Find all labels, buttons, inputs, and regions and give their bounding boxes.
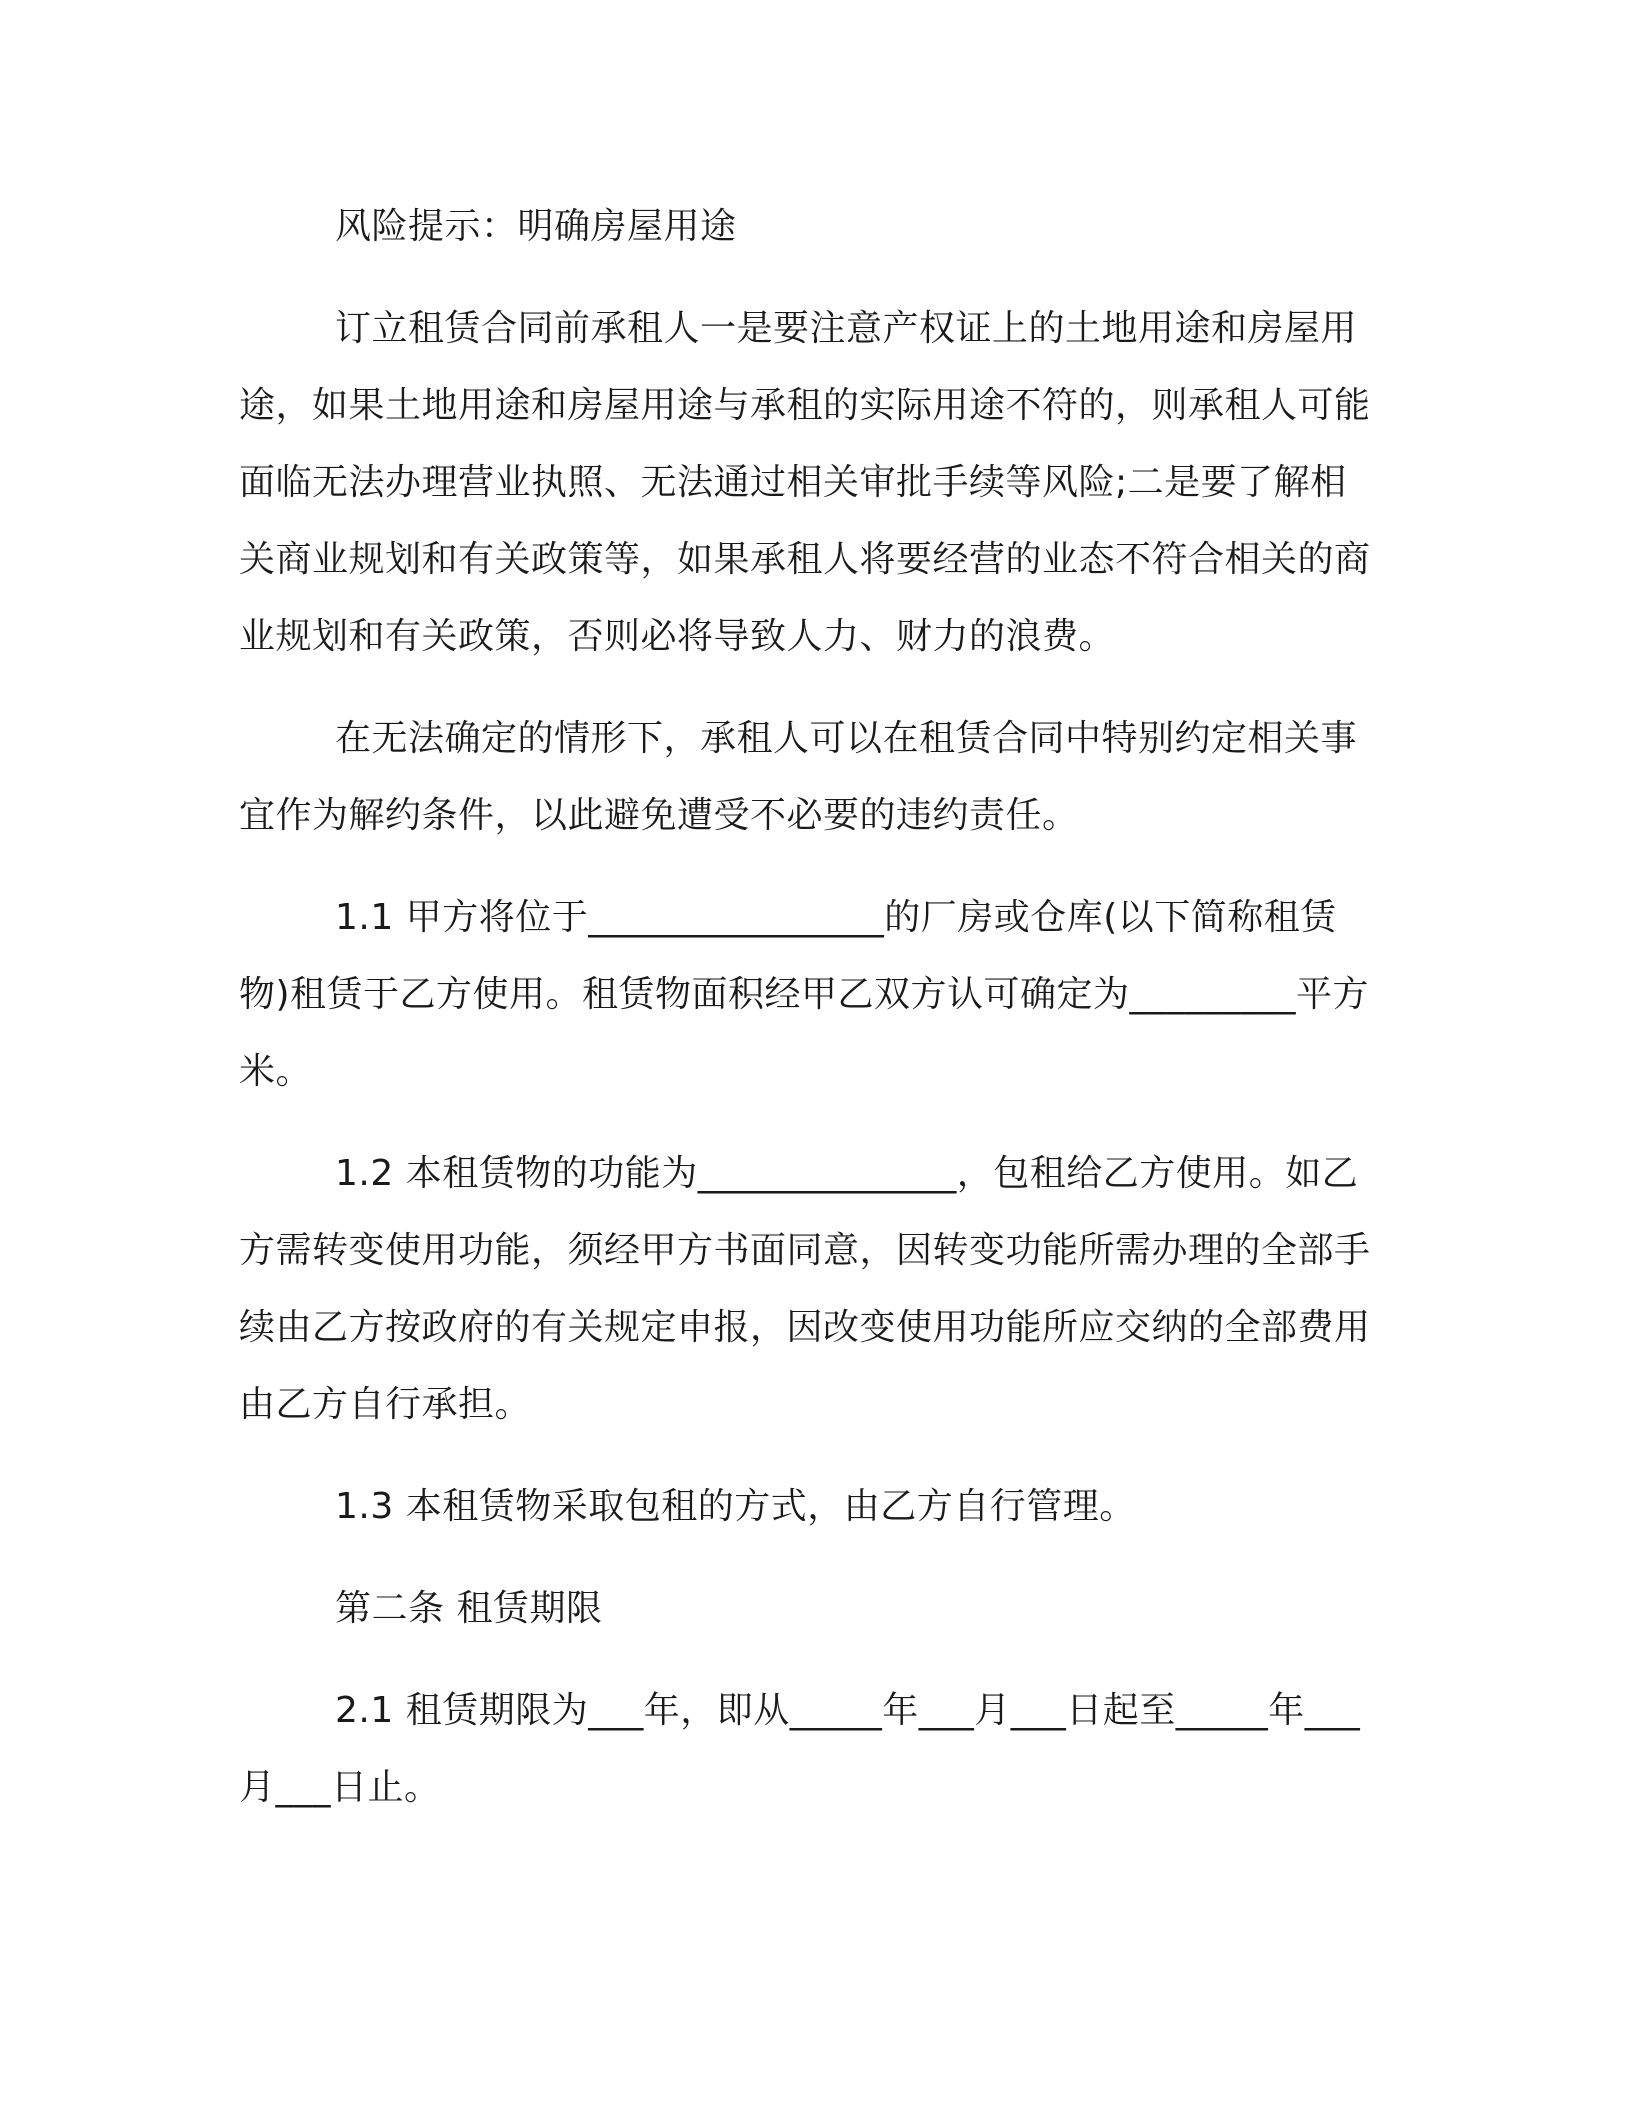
clause-2-1: 2.1 租赁期限为___年，即从_____年___月___日起至_____年___月___日止。 <box>239 1690 1361 1808</box>
article-2-heading: 第二条 租赁期限 <box>335 1588 603 1629</box>
clause-1-1: 1.1 甲方将位于________________的厂房或仓库(以下简称租赁物)租赁于乙方使用。租赁物面积经甲乙双方认可确定为_________平方米。 <box>239 897 1370 1092</box>
clause-1-3: 1.3 本租赁物采取包租的方式，由乙方自行管理。 <box>335 1486 1136 1527</box>
risk-tip-paragraph-1: 订立租赁合同前承租人一是要注意产权证上的土地用途和房屋用途，如果土地用途和房屋用途与承租的实际用途不符的，则承租人可能面临无法办理营业执照、无法通过相关审批手续等风险;二是要了解相关商业规划和有关政策等，如果承租人将要经营的业态不符合相关的商业规划和有关政策，否则必将导致人力、财力的浪费。 <box>239 308 1371 657</box>
risk-tip-heading: 风险提示：明确房屋用途 <box>335 206 737 247</box>
risk-tip-paragraph-2: 在无法确定的情形下，承租人可以在租赁合同中特别约定相关事宜作为解约条件，以此避免遭受不必要的违约责任。 <box>239 718 1358 836</box>
document-page <box>239 188 1379 1826</box>
clause-1-2: 1.2 本租赁物的功能为______________，包租给乙方使用。如乙方需转变使用功能，须经甲方书面同意，因转变功能所需办理的全部手续由乙方按政府的有关规定申报，因改变使用功能所应交纳的全部费用由乙方自行承担。 <box>239 1153 1371 1425</box>
